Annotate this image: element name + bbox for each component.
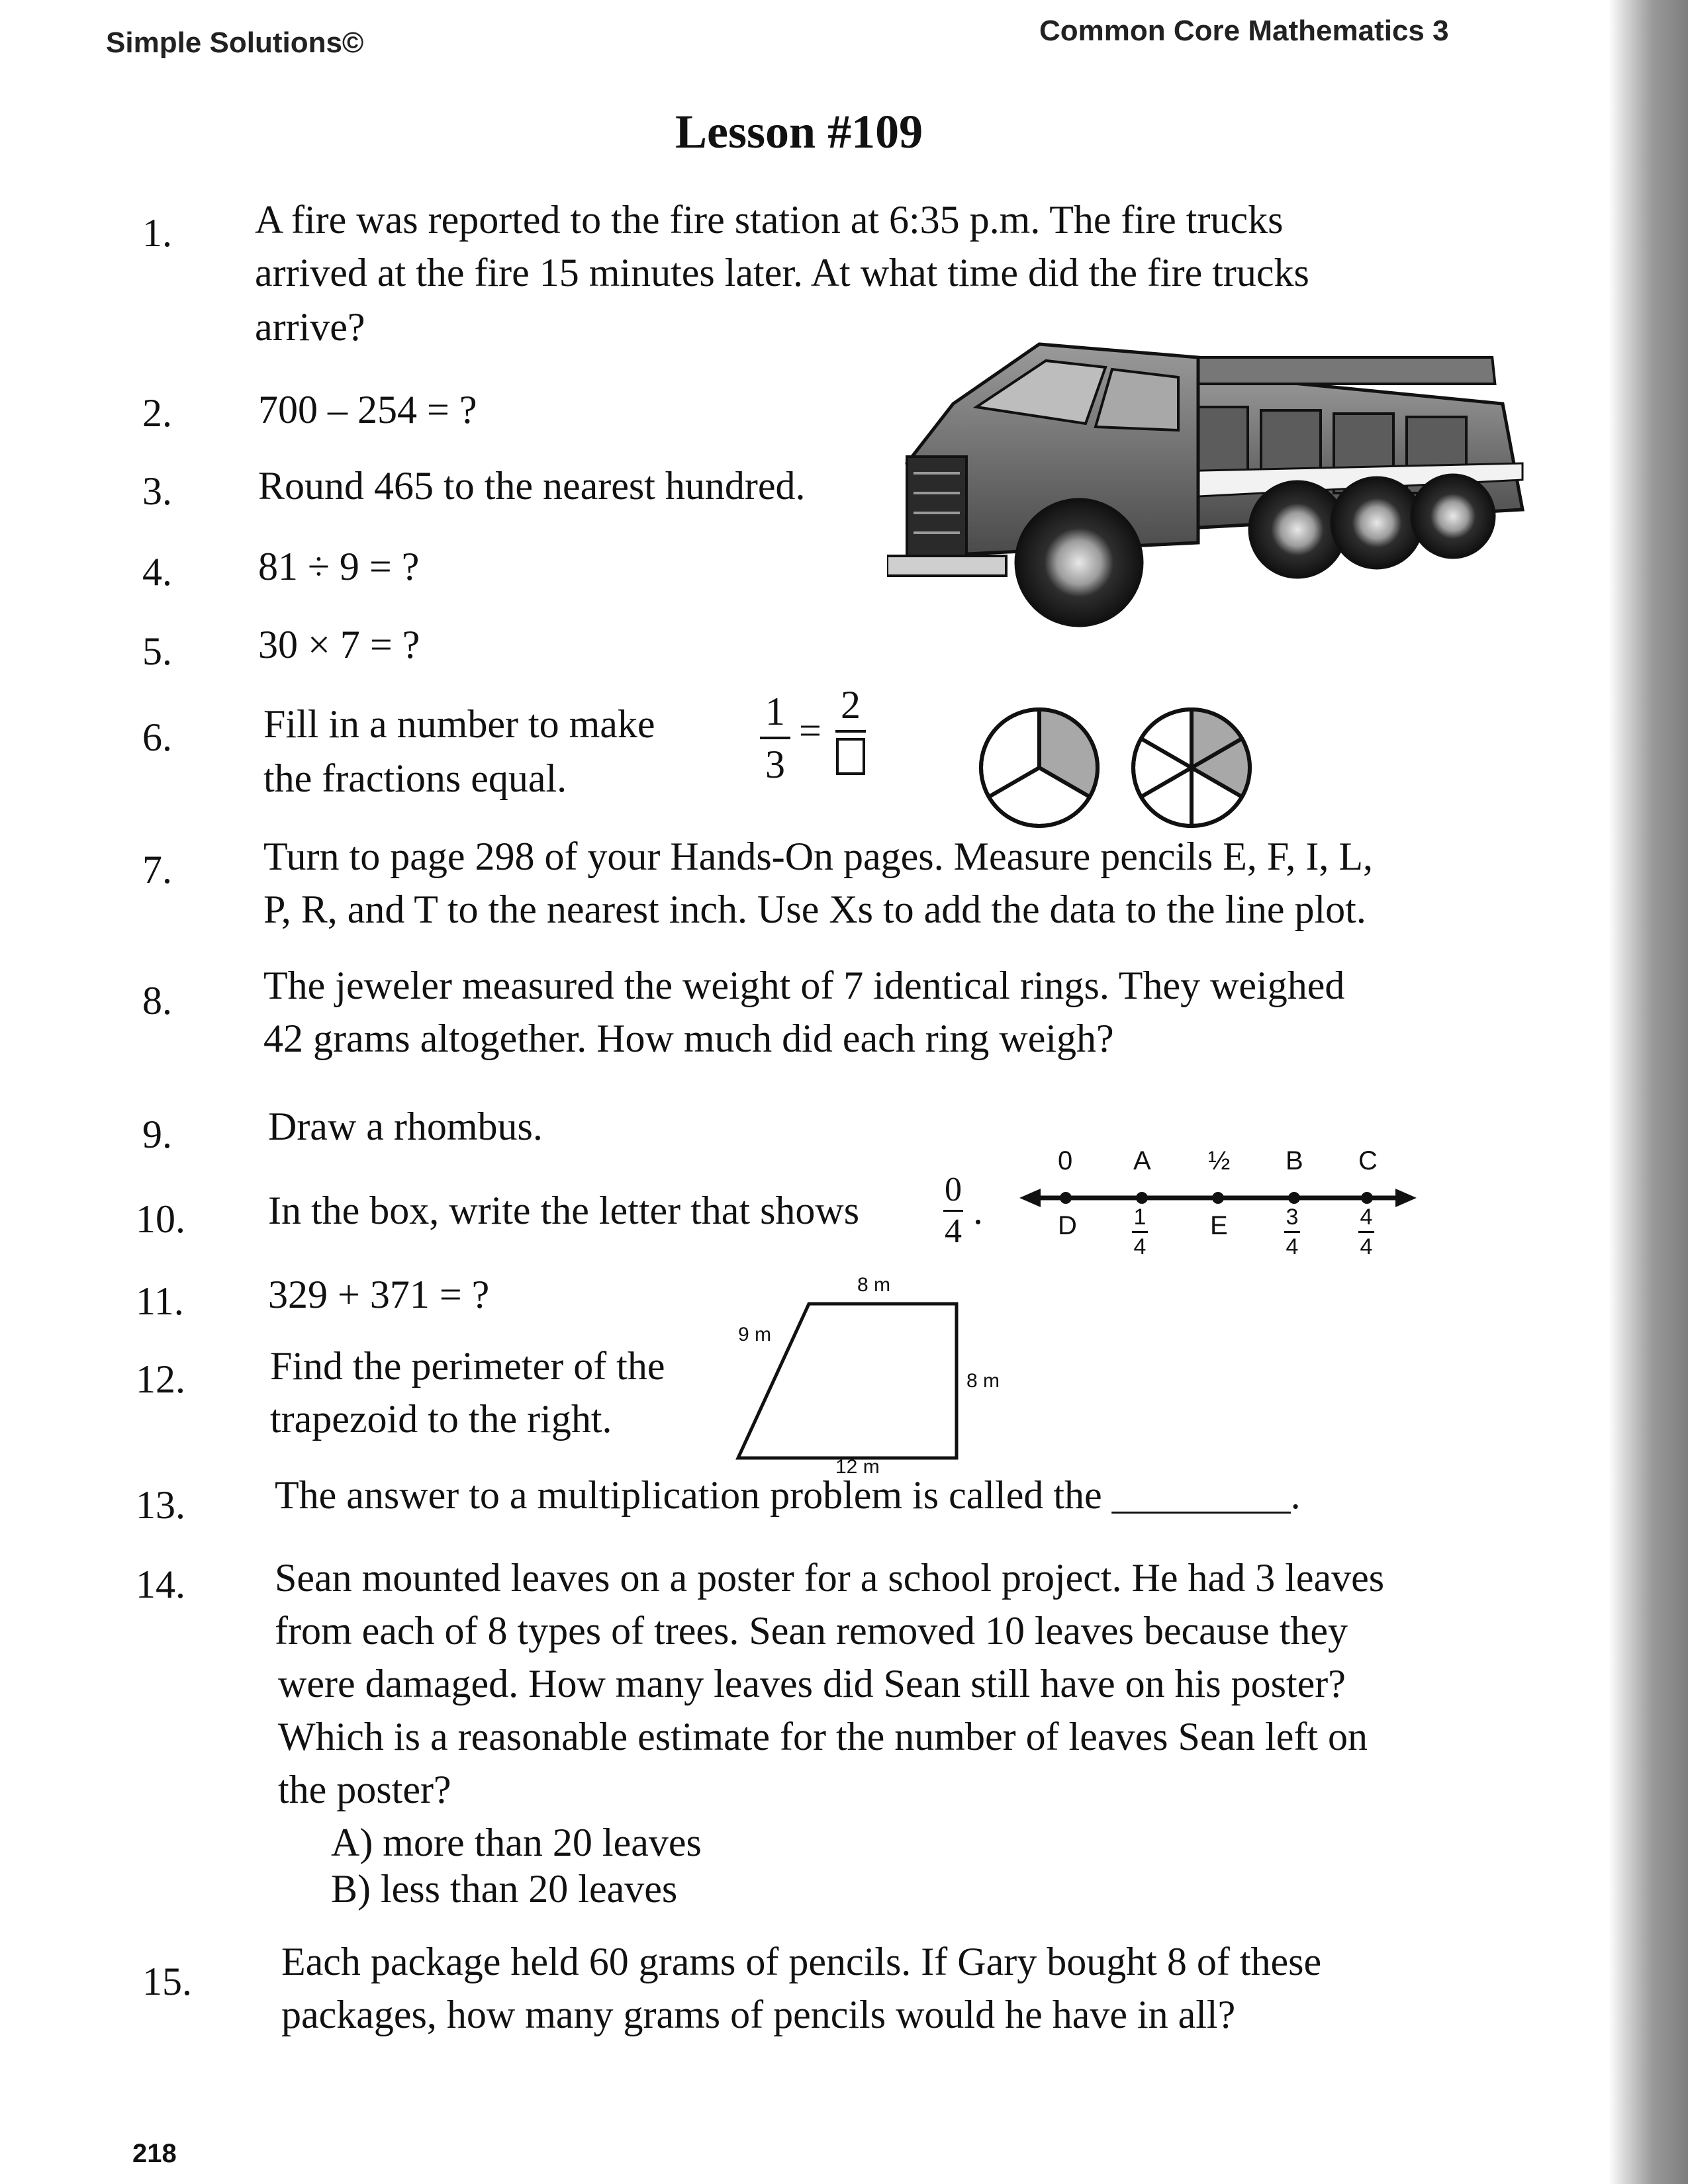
fraction-one-third bbox=[760, 692, 790, 784]
fraction-numerator: 1 bbox=[1133, 1205, 1147, 1230]
question-number: 3. bbox=[142, 469, 172, 513]
question-text: In the box, write the letter that shows bbox=[268, 1189, 860, 1232]
question-text: arrive? bbox=[255, 305, 365, 349]
page-edge-shadow bbox=[1609, 0, 1688, 2184]
fraction-denominator: 4 bbox=[1360, 1234, 1373, 1259]
question-text: Each package held 60 grams of pencils. If Gary bought 8 of these bbox=[281, 1940, 1322, 1983]
question-text: 700 – 254 = ? bbox=[258, 388, 477, 432]
question-text: Turn to page 298 of your Hands-On pages. Measure pencils E, F, I, L, bbox=[263, 835, 1374, 878]
sentence-period: . bbox=[973, 1189, 983, 1232]
circle-sixths bbox=[1125, 702, 1258, 834]
question-number: 4. bbox=[142, 550, 172, 594]
number-line-point bbox=[1060, 1192, 1072, 1204]
number-line-bottom-label: D bbox=[1058, 1211, 1077, 1240]
number-line-top-label: ½ bbox=[1208, 1146, 1231, 1175]
trapezoid-left-label: 9 m bbox=[738, 1324, 772, 1345]
question-number: 2. bbox=[142, 391, 172, 435]
number-line-point bbox=[1361, 1192, 1373, 1204]
fraction-bar bbox=[835, 730, 866, 733]
question-text: trapezoid to the right. bbox=[270, 1397, 612, 1441]
question-text: The answer to a multiplication problem is called the _________. bbox=[275, 1473, 1301, 1517]
number-line-fraction-label bbox=[1358, 1206, 1374, 1258]
number-line-point bbox=[1288, 1192, 1300, 1204]
question-number: 14. bbox=[136, 1563, 185, 1606]
question-number: 9. bbox=[142, 1113, 172, 1156]
question-text: Round 465 to the nearest hundred. bbox=[258, 464, 806, 508]
number-line-top-label: 0 bbox=[1058, 1146, 1073, 1175]
question-text: The jeweler measured the weight of 7 identical rings. They weighed bbox=[263, 964, 1345, 1007]
question-number: 6. bbox=[142, 715, 172, 759]
question-text: Find the perimeter of the bbox=[270, 1344, 665, 1388]
question-number: 15. bbox=[142, 1960, 192, 2003]
number-line-bottom-label: E bbox=[1210, 1211, 1228, 1240]
number-line-fraction-label bbox=[1132, 1206, 1148, 1258]
lesson-title: Lesson #109 bbox=[675, 105, 923, 158]
fraction-bar bbox=[1132, 1231, 1148, 1233]
fraction-numerator: 3 bbox=[1286, 1205, 1299, 1230]
question-number: 11. bbox=[136, 1279, 184, 1323]
equals-sign: = bbox=[799, 709, 821, 752]
fraction-bar bbox=[943, 1210, 963, 1212]
question-text: Draw a rhombus. bbox=[268, 1105, 543, 1148]
question-text: from each of 8 types of trees. Sean removed 10 leaves because they bbox=[275, 1609, 1348, 1653]
fraction-denominator: 4 bbox=[945, 1212, 962, 1250]
question-number: 5. bbox=[142, 629, 172, 673]
question-text: arrived at the fire 15 minutes later. At what time did the fire trucks bbox=[255, 251, 1309, 295]
fire-truck-illustration bbox=[887, 331, 1542, 635]
question-number: 1. bbox=[142, 211, 172, 255]
fraction-numerator: 0 bbox=[945, 1171, 962, 1208]
number-line-point bbox=[1136, 1192, 1148, 1204]
number-line-top-label: B bbox=[1286, 1146, 1303, 1175]
question-number: 13. bbox=[136, 1483, 185, 1527]
fraction-numerator: 2 bbox=[841, 683, 861, 727]
course-label: Common Core Mathematics 3 bbox=[1039, 15, 1449, 47]
number-line-point bbox=[1212, 1192, 1224, 1204]
question-text: Sean mounted leaves on a poster for a school project. He had 3 leaves bbox=[275, 1556, 1385, 1600]
question-text: P, R, and T to the nearest inch. Use Xs to add the data to the line plot. bbox=[263, 887, 1366, 931]
question-number: 12. bbox=[136, 1357, 185, 1401]
answer-option-a: A) more than 20 leaves bbox=[331, 1821, 702, 1864]
fraction-bar bbox=[1358, 1231, 1374, 1233]
publisher-label: Simple Solutions© bbox=[106, 26, 364, 59]
fraction-denominator: 4 bbox=[1286, 1234, 1299, 1259]
fraction-denominator: 3 bbox=[765, 743, 785, 786]
question-text: the fractions equal. bbox=[263, 756, 567, 800]
fraction-missing-denominator bbox=[835, 685, 866, 775]
answer-option-b: B) less than 20 leaves bbox=[331, 1867, 678, 1911]
number-line-top-label: C bbox=[1358, 1146, 1378, 1175]
question-number: 7. bbox=[142, 848, 172, 891]
question-text: were damaged. How many leaves did Sean still have on his poster? bbox=[278, 1662, 1346, 1706]
question-number: 10. bbox=[136, 1197, 185, 1241]
question-text: Fill in a number to make bbox=[263, 702, 655, 746]
question-number: 8. bbox=[142, 979, 172, 1023]
question-text: 42 grams altogether. How much did each ring weigh? bbox=[263, 1017, 1114, 1060]
fraction-bar bbox=[1284, 1231, 1300, 1233]
fraction-numerator: 4 bbox=[1360, 1205, 1373, 1230]
number-line-top-label: A bbox=[1133, 1146, 1151, 1175]
trapezoid-top-label: 8 m bbox=[857, 1274, 891, 1296]
question-text: Which is a reasonable estimate for the number of leaves Sean left on bbox=[278, 1715, 1368, 1758]
question-text: packages, how many grams of pencils would he have in all? bbox=[281, 1993, 1236, 2036]
question-text: 329 + 371 = ? bbox=[268, 1273, 490, 1316]
trapezoid-bottom-label: 12 m bbox=[835, 1456, 880, 1478]
question-text: the poster? bbox=[278, 1768, 451, 1811]
fraction-denominator: 4 bbox=[1133, 1234, 1147, 1259]
fraction-zero-fourths bbox=[943, 1173, 963, 1249]
fraction-numerator: 1 bbox=[765, 690, 785, 733]
trapezoid-right-label: 8 m bbox=[966, 1370, 1000, 1392]
page-number: 218 bbox=[132, 2139, 177, 2168]
fraction-bar bbox=[760, 737, 790, 739]
circle-thirds bbox=[973, 702, 1105, 834]
number-line-fraction-label bbox=[1284, 1206, 1300, 1258]
question-text: A fire was reported to the fire station at 6:35 p.m. The fire trucks bbox=[255, 198, 1284, 242]
question-text: 30 × 7 = ? bbox=[258, 623, 420, 666]
question-text: 81 ÷ 9 = ? bbox=[258, 545, 420, 588]
answer-box[interactable] bbox=[836, 738, 865, 775]
